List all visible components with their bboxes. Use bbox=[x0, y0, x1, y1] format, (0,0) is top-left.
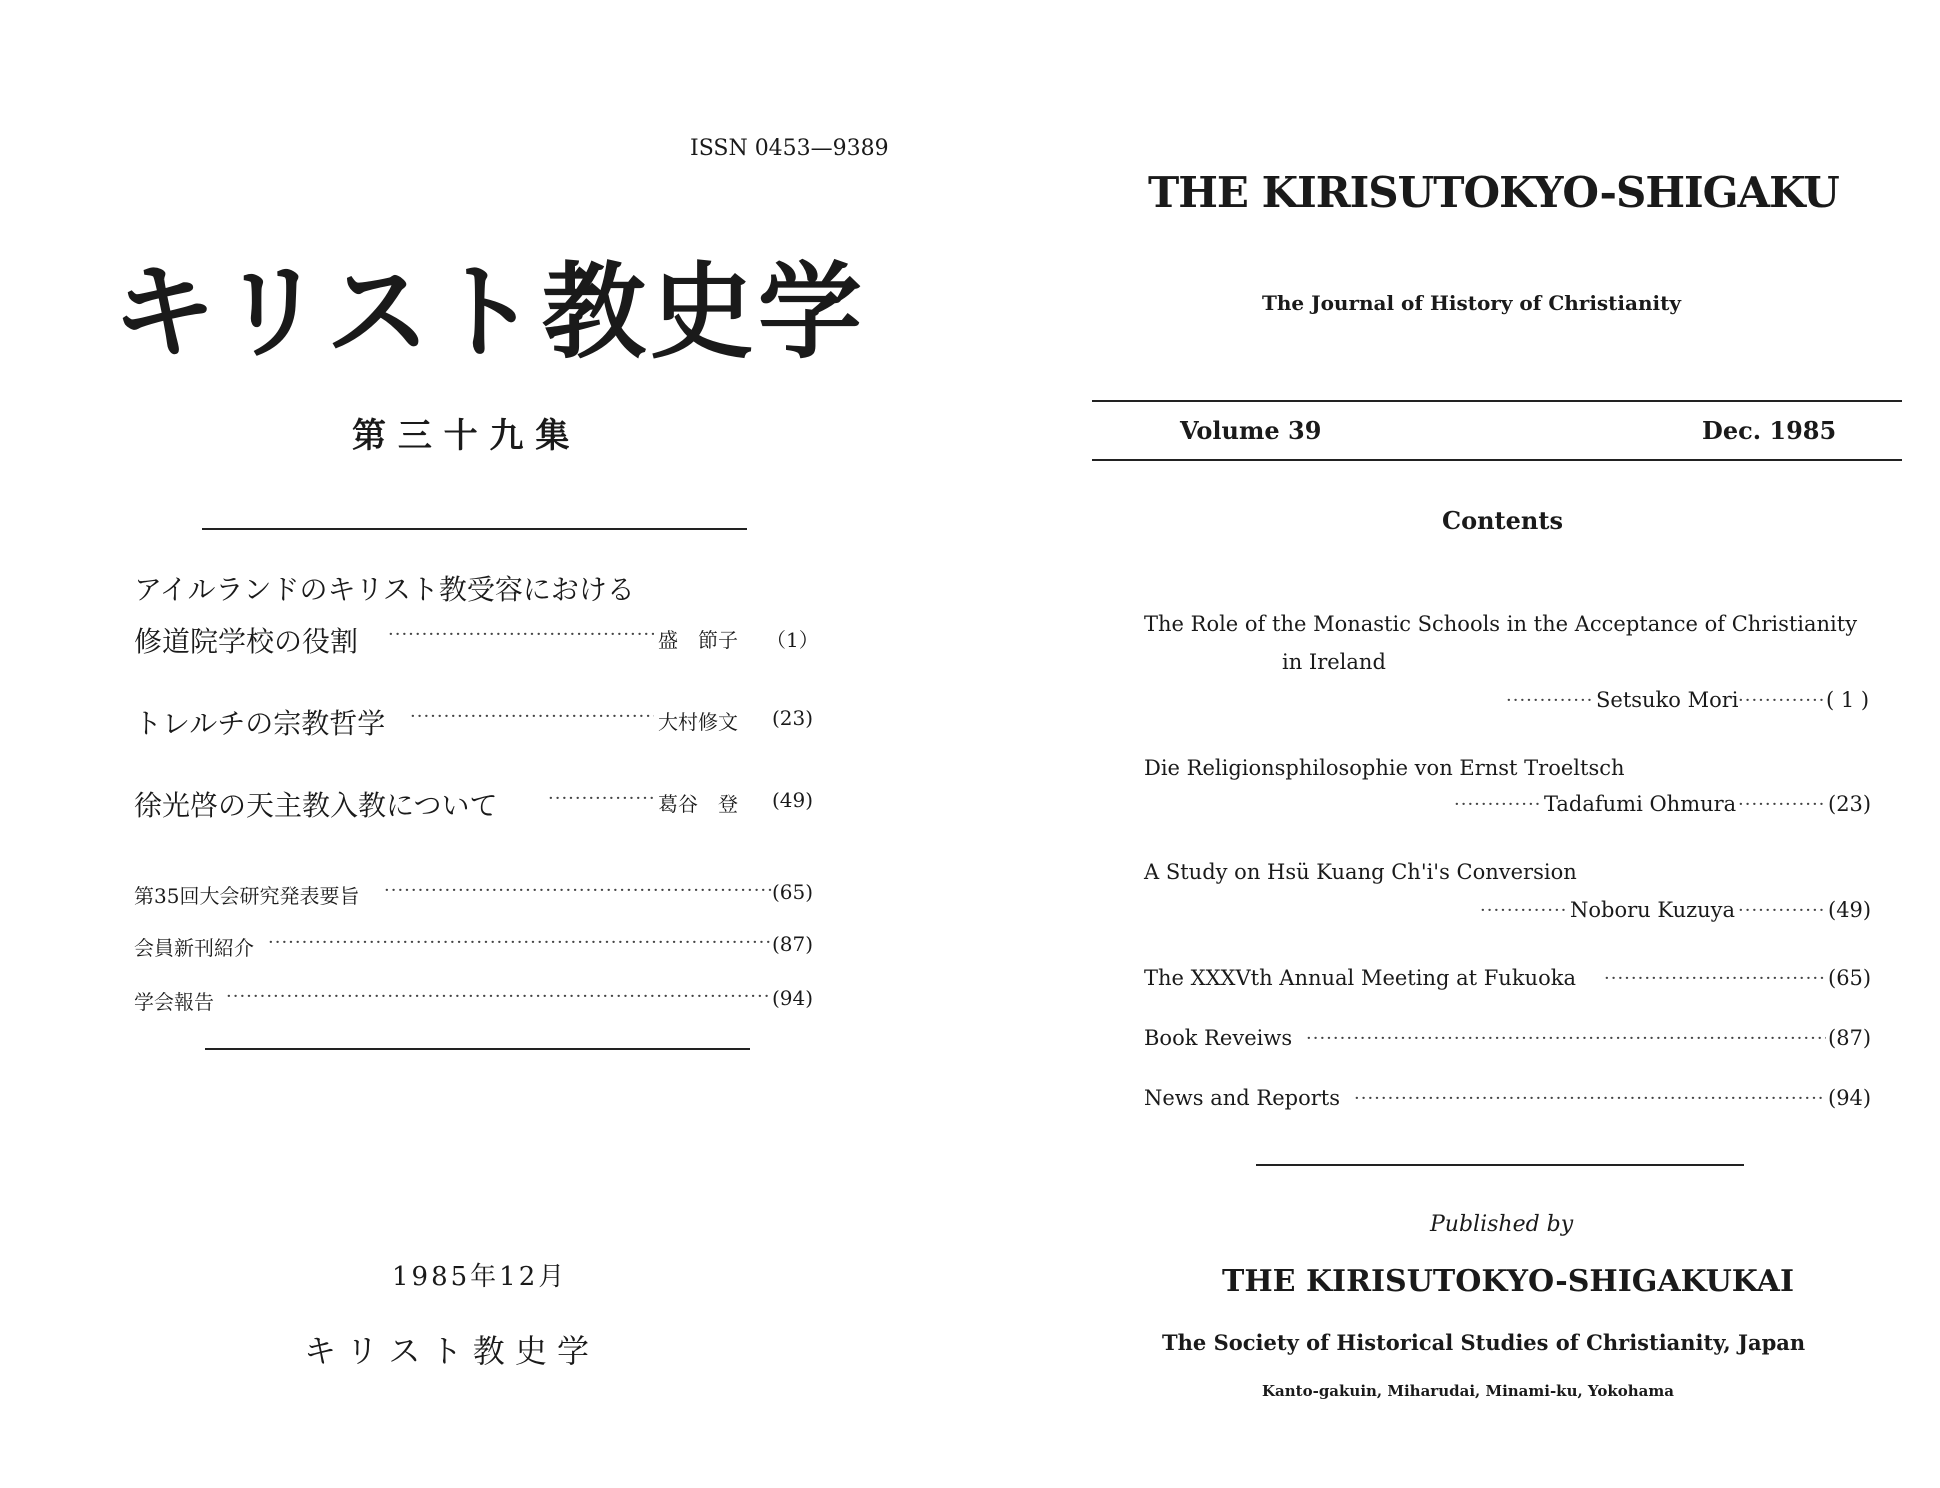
volume-rule-bottom bbox=[1092, 459, 1902, 461]
dot-leader bbox=[268, 932, 772, 953]
misc-title: 第35回大会研究発表要旨 bbox=[134, 884, 360, 908]
society-address: Kanto-gakuin, Miharudai, Minami-ku, Yokohama bbox=[1262, 1382, 1674, 1400]
dot-leader bbox=[1480, 900, 1568, 921]
article-author: 葛谷 登 bbox=[658, 792, 738, 816]
volume-number: Volume 39 bbox=[1180, 416, 1322, 445]
divider-bottom bbox=[205, 1048, 750, 1050]
misc-title: The XXXVth Annual Meeting at Fukuoka bbox=[1144, 966, 1576, 990]
article-page: (23) bbox=[1828, 792, 1872, 816]
misc-title: Book Reveiws bbox=[1144, 1026, 1293, 1050]
volume-rule-top bbox=[1092, 400, 1902, 402]
misc-page: (87) bbox=[1828, 1026, 1872, 1050]
contents-heading: Contents bbox=[1442, 506, 1563, 535]
misc-page: (65) bbox=[1828, 966, 1872, 990]
divider-publisher bbox=[1256, 1164, 1744, 1166]
misc-page: (94) bbox=[772, 986, 814, 1010]
dot-leader bbox=[1738, 794, 1826, 815]
dot-leader bbox=[384, 880, 772, 901]
dot-leader bbox=[1738, 690, 1826, 711]
article-title-line2: in Ireland bbox=[1282, 650, 1386, 674]
published-by: Published by bbox=[1430, 1212, 1574, 1237]
misc-page: (65) bbox=[772, 880, 814, 904]
dot-leader bbox=[1354, 1088, 1826, 1109]
article-title: 徐光啓の天主教入教について bbox=[134, 789, 498, 822]
article-author: 大村修文 bbox=[658, 710, 738, 734]
article-title: A Study on Hsü Kuang Ch'i's Conversion bbox=[1144, 860, 1577, 884]
article-page: （1） bbox=[766, 628, 819, 652]
misc-page: (87) bbox=[772, 932, 814, 956]
article-author: Tadafumi Ohmura bbox=[1544, 792, 1737, 816]
article-page: (49) bbox=[772, 788, 814, 812]
misc-title: 学会報告 bbox=[134, 990, 214, 1014]
journal-subtitle-en: The Journal of History of Christianity bbox=[1262, 291, 1681, 315]
dot-leader bbox=[548, 788, 654, 809]
issue-date-en: Dec. 1985 bbox=[1702, 416, 1837, 445]
dot-leader bbox=[226, 986, 772, 1007]
article-page: (49) bbox=[1828, 898, 1872, 922]
article-author: Setsuko Mori bbox=[1596, 688, 1739, 712]
misc-title: 会員新刊紹介 bbox=[134, 936, 254, 960]
article-author: 盛 節子 bbox=[658, 628, 738, 652]
divider-top bbox=[202, 528, 747, 530]
article-title-line1: The Role of the Monastic Schools in the Acceptance of Christianity bbox=[1144, 612, 1858, 636]
dot-leader bbox=[1506, 690, 1594, 711]
publisher-ja: キ リ ス ト 教 史 学 bbox=[304, 1332, 590, 1370]
dot-leader bbox=[410, 706, 654, 727]
article-page: ( 1 ) bbox=[1826, 688, 1870, 712]
journal-title-en: THE KIRISUTOKYO-SHIGAKU bbox=[1148, 168, 1839, 217]
society-name: THE KIRISUTOKYO-SHIGAKUKAI bbox=[1222, 1264, 1794, 1299]
article-author: Noboru Kuzuya bbox=[1570, 898, 1736, 922]
issue-number-ja: 第 三 十 九 集 bbox=[352, 416, 570, 456]
article-page: (23) bbox=[772, 706, 814, 730]
article-title: Die Religionsphilosophie von Ernst Troeltsch bbox=[1144, 756, 1625, 780]
society-english-name: The Society of Historical Studies of Christianity, Japan bbox=[1162, 1330, 1806, 1355]
dot-leader bbox=[1306, 1028, 1826, 1049]
misc-page: (94) bbox=[1828, 1086, 1872, 1110]
dot-leader bbox=[1604, 968, 1826, 989]
publication-date-ja: 1985年12月 bbox=[392, 1262, 568, 1292]
article-title: トレルチの宗教哲学 bbox=[134, 707, 386, 740]
dot-leader bbox=[1454, 794, 1542, 815]
article-title-line2: 修道院学校の役割 bbox=[134, 625, 359, 658]
journal-title-ja: キリスト教史学 bbox=[112, 250, 866, 373]
dot-leader bbox=[1738, 900, 1826, 921]
issn: ISSN 0453—9389 bbox=[690, 136, 889, 161]
dot-leader bbox=[388, 624, 654, 645]
article-title-line1: アイルランドのキリスト教受容における bbox=[134, 573, 635, 606]
misc-title: News and Reports bbox=[1144, 1086, 1340, 1110]
